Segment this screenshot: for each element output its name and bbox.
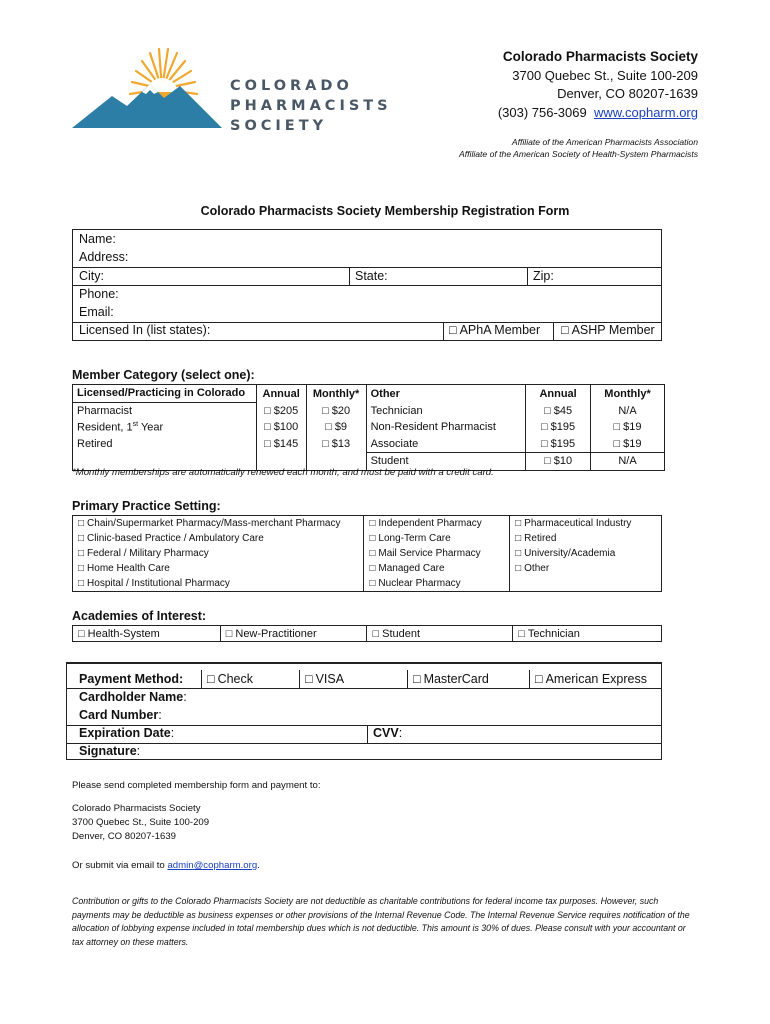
- technician-academy-checkbox[interactable]: □ Technician: [513, 626, 662, 642]
- org-address-1: 3700 Quebec St., Suite 100-209: [512, 67, 698, 83]
- mailing-address-2: 3700 Quebec St., Suite 100-209: [72, 817, 210, 828]
- hospital-checkbox[interactable]: □ Hospital / Institutional Pharmacy: [73, 576, 364, 592]
- other-header: Other: [366, 385, 526, 403]
- mailing-address: [72, 802, 209, 844]
- mastercard-checkbox[interactable]: □ MasterCard: [413, 672, 489, 686]
- table-row: [73, 402, 665, 419]
- email-link[interactable]: admin@copharm.org: [167, 860, 258, 871]
- affiliations: [459, 136, 698, 160]
- form-title: Colorado Pharmacists Society Membership Registration Form: [200, 204, 570, 218]
- category-pharmacist: Pharmacist: [73, 402, 257, 419]
- name-label[interactable]: Name:: [79, 232, 116, 246]
- logo-line-3: SOCIETY: [230, 118, 328, 134]
- city-label[interactable]: City:: [79, 269, 104, 283]
- tax-disclaimer: Contribution or gifts to the Colorado Pharmacists Society are not deductible as charitable contributions for federal income tax purposes. However, such payments may be deductible as business expenses or other provisions of the Internal Revenue Code. The Internal Revenue Service requires notification of the allocation of lobbying expense included in total membership dues which is not deductible. This amount is 30% of dues. Please consult with your accountant or tax attorney on these matters.: [72, 896, 690, 947]
- cvv-field[interactable]: CVV:: [373, 726, 403, 740]
- payment-method-label: Payment Method:: [79, 672, 184, 686]
- university-academia-checkbox[interactable]: □ University/Academia: [510, 546, 662, 561]
- logo-line-2: PHARMACISTS: [230, 98, 392, 114]
- logo-line-1: COLORADO: [230, 78, 353, 94]
- annual-header: Annual: [256, 385, 306, 403]
- table-row: [73, 436, 665, 453]
- org-phone: (303) 756-3069: [497, 104, 587, 120]
- contact-info-box: [72, 229, 662, 341]
- state-label[interactable]: State:: [355, 269, 388, 283]
- academies-title: Academies of Interest:: [72, 609, 207, 623]
- long-term-care-checkbox[interactable]: □ Long-Term Care: [364, 531, 510, 546]
- email-label[interactable]: Email:: [79, 305, 114, 319]
- org-contact-block: [498, 48, 698, 122]
- annual-header-2: Annual: [526, 385, 591, 403]
- apha-member-checkbox[interactable]: □ APhA Member: [449, 323, 540, 337]
- mail-service-checkbox[interactable]: □ Mail Service Pharmacy: [364, 546, 510, 561]
- independent-pharmacy-checkbox[interactable]: □ Independent Pharmacy: [364, 516, 510, 532]
- category-non-resident: Non-Resident Pharmacist: [366, 419, 526, 436]
- category-associate: Associate: [366, 436, 526, 453]
- cardholder-name-field[interactable]: Cardholder Name:: [79, 690, 187, 704]
- clinic-based-checkbox[interactable]: □ Clinic-based Practice / Ambulatory Care: [73, 531, 364, 546]
- member-category-table: [72, 384, 665, 471]
- student-academy-checkbox[interactable]: □ Student: [367, 626, 513, 642]
- zip-label[interactable]: Zip:: [533, 269, 554, 283]
- monthly-header-2: Monthly*: [604, 387, 651, 400]
- pharmacist-annual-checkbox[interactable]: □ $205: [256, 402, 306, 419]
- associate-monthly-checkbox[interactable]: □ $19: [591, 436, 665, 453]
- address-label[interactable]: Address:: [79, 250, 129, 264]
- pharmaceutical-industry-checkbox[interactable]: □ Pharmaceutical Industry: [510, 516, 662, 532]
- website-link[interactable]: www.copharm.org: [593, 104, 698, 120]
- retired-annual-checkbox[interactable]: □ $145: [256, 436, 306, 453]
- category-technician: Technician: [366, 402, 526, 419]
- mailing-address-1: Colorado Pharmacists Society: [72, 803, 201, 814]
- technician-monthly: N/A: [618, 404, 637, 417]
- nuclear-pharmacy-checkbox[interactable]: □ Nuclear Pharmacy: [364, 576, 510, 592]
- ashp-member-checkbox[interactable]: □ ASHP Member: [561, 323, 655, 337]
- retired-practice-checkbox[interactable]: □ Retired: [510, 531, 662, 546]
- org-phone-web: [498, 104, 698, 123]
- resident-monthly-checkbox[interactable]: □ $9: [306, 419, 366, 436]
- practice-setting-title: Primary Practice Setting:: [72, 499, 221, 513]
- affiliation-apha: Affiliate of the American Pharmacists Association: [511, 137, 698, 147]
- send-to-text: Please send completed membership form and payment to:: [72, 780, 321, 791]
- visa-checkbox[interactable]: □ VISA: [305, 672, 344, 686]
- retired-monthly-checkbox[interactable]: □ $13: [306, 436, 366, 453]
- licensed-in-label[interactable]: Licensed In (list states):: [79, 323, 211, 337]
- category-resident: Resident, 1st Year: [73, 419, 257, 436]
- technician-annual-checkbox[interactable]: □ $45: [526, 402, 591, 419]
- monthly-header: Monthly*: [306, 385, 366, 403]
- managed-care-checkbox[interactable]: □ Managed Care: [364, 561, 510, 576]
- card-number-field[interactable]: Card Number:: [79, 708, 162, 722]
- email-submit-text: Or submit via email to admin@copharm.org.: [72, 860, 260, 871]
- category-retired: Retired: [73, 436, 257, 453]
- expiration-date-field[interactable]: Expiration Date:: [79, 726, 175, 740]
- signature-field[interactable]: Signature:: [79, 744, 141, 758]
- amex-checkbox[interactable]: □ American Express: [535, 672, 647, 686]
- phone-label[interactable]: Phone:: [79, 287, 119, 301]
- student-annual-checkbox[interactable]: □ $10: [526, 453, 591, 471]
- resident-annual-checkbox[interactable]: □ $100: [256, 419, 306, 436]
- other-practice-checkbox[interactable]: □ Other: [510, 561, 662, 576]
- chain-pharmacy-checkbox[interactable]: □ Chain/Supermarket Pharmacy/Mass-merchant Pharmacy: [73, 516, 364, 532]
- org-name: Colorado Pharmacists Society: [502, 49, 698, 64]
- member-category-title: Member Category (select one):: [72, 368, 255, 382]
- logo-wordmark: [230, 76, 392, 136]
- non-resident-monthly-checkbox[interactable]: □ $19: [591, 419, 665, 436]
- affiliation-ashp: Affiliate of the American Society of Health-System Pharmacists: [459, 149, 698, 159]
- category-student: Student: [366, 453, 526, 471]
- pharmacist-monthly-checkbox[interactable]: □ $20: [306, 402, 366, 419]
- federal-military-checkbox[interactable]: □ Federal / Military Pharmacy: [73, 546, 364, 561]
- student-monthly: N/A: [591, 453, 665, 471]
- non-resident-annual-checkbox[interactable]: □ $195: [526, 419, 591, 436]
- practice-setting-table: [72, 515, 662, 592]
- mailing-address-3: Denver, CO 80207-1639: [72, 831, 176, 842]
- monthly-note: *Monthly memberships are automatically renewed each month, and must be paid with a credit card.: [72, 467, 494, 478]
- home-health-checkbox[interactable]: □ Home Health Care: [73, 561, 364, 576]
- payment-box: [66, 662, 662, 760]
- associate-annual-checkbox[interactable]: □ $195: [526, 436, 591, 453]
- check-checkbox[interactable]: □ Check: [207, 672, 253, 686]
- table-row: [73, 419, 665, 436]
- org-address-2: Denver, CO 80207-1639: [557, 86, 698, 101]
- health-system-checkbox[interactable]: □ Health-System: [73, 626, 221, 642]
- new-practitioner-checkbox[interactable]: □ New-Practitioner: [220, 626, 367, 642]
- licensed-colorado-header: Licensed/Practicing in Colorado: [73, 385, 257, 403]
- academies-table: [72, 625, 662, 642]
